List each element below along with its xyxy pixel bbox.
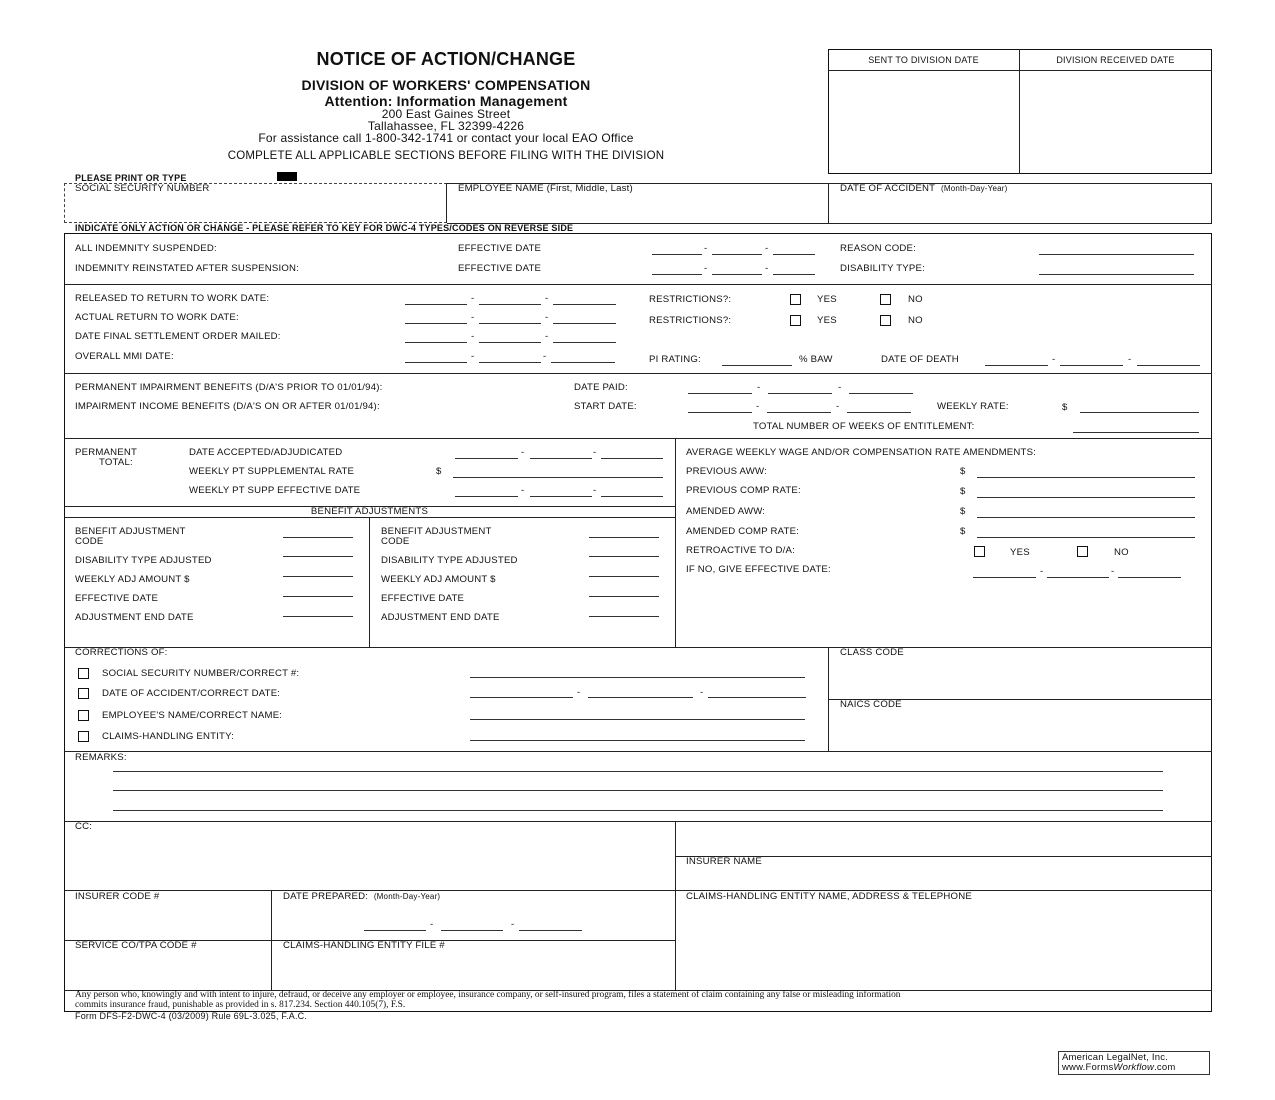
pib-label: PERMANENT IMPAIRMENT BENEFITS (D/A'S PRIOR TO 01/01/94): bbox=[75, 382, 383, 393]
indemnity-suspended-label: ALL INDEMNITY SUSPENDED: bbox=[75, 243, 217, 254]
amended-comp-field[interactable] bbox=[977, 537, 1195, 538]
correct-name-label: EMPLOYEE'S NAME/CORRECT NAME: bbox=[102, 710, 283, 721]
previous-aww-label: PREVIOUS AWW: bbox=[686, 466, 767, 477]
ba1-disability-field[interactable] bbox=[283, 556, 353, 557]
total-weeks-field[interactable] bbox=[1073, 432, 1199, 433]
service-tpa-label: SERVICE CO/TPA CODE # bbox=[75, 940, 197, 951]
previous-comp-label: PREVIOUS COMP RATE: bbox=[686, 485, 801, 496]
ba1-code-field[interactable] bbox=[283, 537, 353, 538]
if-no-effective-date-field[interactable] bbox=[971, 565, 1183, 579]
total-weeks-label: TOTAL NUMBER OF WEEKS OF ENTITLEMENT: bbox=[753, 421, 975, 432]
retroactive-no-label: NO bbox=[1114, 547, 1129, 558]
actual-rtw-date-field[interactable] bbox=[403, 311, 618, 325]
amend-aww-dollar: $ bbox=[960, 506, 966, 517]
street-address: 200 East Gaines Street bbox=[381, 107, 511, 121]
date-of-accident-label: DATE OF ACCIDENT (Month-Day-Year) bbox=[840, 183, 1008, 194]
fraud-statement-1: Any person who, knowingly and with intent to injure, defraud, or deceive any employer or employee, insurance company, or self-insured program, files a statement of claim containing any false or misleading information bbox=[75, 990, 901, 1000]
effective-date-label-1: EFFECTIVE DATE bbox=[458, 243, 542, 254]
assistance-line: For assistance call 1-800-342-1741 or contact your local EAO Office bbox=[258, 131, 634, 145]
ba2-disability-label: DISABILITY TYPE ADJUSTED bbox=[381, 555, 518, 566]
if-no-effective-label: IF NO, GIVE EFFECTIVE DATE: bbox=[686, 564, 831, 575]
restrictions-1-yes-checkbox[interactable] bbox=[790, 294, 801, 305]
insurer-code-field[interactable] bbox=[66, 904, 270, 938]
pt-label-1: PERMANENT bbox=[75, 447, 138, 458]
disability-type-label: DISABILITY TYPE: bbox=[840, 263, 925, 274]
aww-title: AVERAGE WEEKLY WAGE AND/OR COMPENSATION RATE AMENDMENTS: bbox=[686, 447, 1037, 458]
che-file-label: CLAIMS-HANDLING ENTITY FILE # bbox=[283, 940, 445, 951]
amended-aww-field[interactable] bbox=[977, 517, 1195, 518]
released-rtw-date-field[interactable] bbox=[403, 292, 618, 306]
che-file-field[interactable] bbox=[273, 953, 673, 989]
date-of-death-label: DATE OF DEATH bbox=[881, 354, 959, 365]
effective-date-label-2: EFFECTIVE DATE bbox=[458, 263, 542, 274]
remarks-line-3[interactable] bbox=[113, 810, 1163, 811]
correct-doa-field[interactable] bbox=[468, 686, 808, 700]
mmi-date-label: OVERALL MMI DATE: bbox=[75, 351, 174, 362]
date-accepted-field[interactable] bbox=[453, 446, 665, 460]
date-prepared-field[interactable] bbox=[362, 918, 584, 932]
pt-supp-rate-label: WEEKLY PT SUPPLEMENTAL RATE bbox=[189, 466, 355, 477]
weekly-rate-dollar: $ bbox=[1062, 402, 1068, 413]
indemnity-reinstated-label: INDEMNITY REINSTATED AFTER SUSPENSION: bbox=[75, 263, 300, 274]
division-name: DIVISION OF WORKERS' COMPENSATION bbox=[301, 77, 591, 93]
fraud-statement-2: commits insurance fraud, punishable as provided in s. 817.234. Section 440.105(7), F.S. bbox=[75, 1000, 406, 1010]
form-title: NOTICE OF ACTION/CHANGE bbox=[316, 49, 576, 69]
che-name-label: CLAIMS-HANDLING ENTITY NAME, ADDRESS & TELEPHONE bbox=[686, 891, 972, 902]
previous-comp-field[interactable] bbox=[977, 497, 1195, 498]
pi-rating-field[interactable] bbox=[722, 365, 792, 366]
amended-comp-label: AMENDED COMP RATE: bbox=[686, 526, 800, 537]
naics-code-field[interactable] bbox=[830, 712, 1210, 750]
sent-to-division-label: SENT TO DIVISION DATE bbox=[868, 55, 979, 65]
ssn-label: SOCIAL SECURITY NUMBER bbox=[75, 183, 210, 194]
indemnity-suspended-date-field[interactable] bbox=[650, 242, 818, 256]
insurer-name-label: INSURER NAME bbox=[686, 856, 762, 867]
ba1-code-label-1: BENEFIT ADJUSTMENT bbox=[75, 526, 186, 537]
correct-che-field[interactable] bbox=[470, 740, 805, 741]
disability-type-field[interactable] bbox=[1039, 274, 1194, 275]
remarks-line-2[interactable] bbox=[113, 790, 1163, 791]
ba1-end-label: ADJUSTMENT END DATE bbox=[75, 612, 194, 623]
pi-rating-label: PI RATING: bbox=[649, 354, 701, 365]
employee-name-label: EMPLOYEE NAME (First, Middle, Last) bbox=[458, 183, 633, 194]
weekly-rate-field[interactable] bbox=[1080, 412, 1199, 413]
division-received-label: DIVISION RECEIVED DATE bbox=[1056, 55, 1175, 65]
vendor-name: American LegalNet, Inc. bbox=[1062, 1052, 1168, 1063]
ba1-weekly-field[interactable] bbox=[283, 576, 353, 577]
class-code-label: CLASS CODE bbox=[840, 647, 904, 658]
start-date-field[interactable] bbox=[686, 400, 916, 414]
print-instruction: PLEASE PRINT OR TYPE bbox=[75, 173, 187, 183]
form-identifier: Form DFS-F2-DWC-4 (03/2009) Rule 69L-3.025, F.A.C. bbox=[75, 1011, 308, 1021]
main-form-frame bbox=[64, 233, 1212, 1012]
ba2-code-label-1: BENEFIT ADJUSTMENT bbox=[381, 526, 492, 537]
ba2-end-field[interactable] bbox=[589, 616, 659, 617]
correct-doa-checkbox[interactable] bbox=[78, 688, 89, 699]
cc-label: CC: bbox=[75, 821, 93, 832]
remarks-line-1[interactable] bbox=[113, 771, 1163, 772]
weekly-rate-label: WEEKLY RATE: bbox=[937, 401, 1009, 412]
correct-doa-label: DATE OF ACCIDENT/CORRECT DATE: bbox=[102, 688, 281, 699]
ba2-code-label-2: CODE bbox=[381, 536, 410, 547]
benefit-adjustments-title: BENEFIT ADJUSTMENTS bbox=[310, 506, 429, 517]
correct-che-label: CLAIMS-HANDLING ENTITY: bbox=[102, 731, 235, 742]
restrictions-label-2: RESTRICTIONS?: bbox=[649, 315, 732, 326]
ba2-code-field[interactable] bbox=[589, 537, 659, 538]
ba1-effective-label: EFFECTIVE DATE bbox=[75, 593, 159, 604]
settlement-mailed-label: DATE FINAL SETTLEMENT ORDER MAILED: bbox=[75, 331, 281, 342]
cc-field[interactable] bbox=[66, 834, 673, 890]
amended-aww-label: AMENDED AWW: bbox=[686, 506, 766, 517]
ba2-effective-field[interactable] bbox=[589, 596, 659, 597]
insurer-code-label: INSURER CODE # bbox=[75, 891, 160, 902]
retroactive-label: RETROACTIVE TO D/A: bbox=[686, 545, 795, 556]
correct-ssn-field[interactable] bbox=[470, 677, 805, 678]
date-paid-field[interactable] bbox=[686, 381, 916, 395]
division-received-date-field[interactable] bbox=[1021, 72, 1210, 172]
ba2-weekly-field[interactable] bbox=[589, 576, 659, 577]
naics-code-label: NAICS CODE bbox=[840, 699, 902, 710]
service-tpa-field[interactable] bbox=[66, 953, 270, 989]
black-marker bbox=[277, 172, 297, 181]
reason-code-label: REASON CODE: bbox=[840, 243, 916, 254]
correct-che-checkbox[interactable] bbox=[78, 731, 89, 742]
restrictions-1-no-label: NO bbox=[908, 294, 923, 305]
sent-to-division-date-field[interactable] bbox=[830, 72, 1018, 172]
date-of-accident-field[interactable] bbox=[830, 196, 1210, 222]
indicate-instruction: INDICATE ONLY ACTION OR CHANGE - PLEASE REFER TO KEY FOR DWC-4 TYPES/CODES ON REVERSE SIDE bbox=[75, 223, 574, 233]
indemnity-reinstated-date-field[interactable] bbox=[650, 262, 818, 276]
prev-aww-dollar: $ bbox=[960, 466, 966, 477]
previous-aww-field[interactable] bbox=[977, 477, 1195, 478]
ba2-weekly-label: WEEKLY ADJ AMOUNT $ bbox=[381, 574, 496, 585]
restrictions-2-yes-label: YES bbox=[817, 315, 837, 326]
iib-label: IMPAIRMENT INCOME BENEFITS (D/A'S ON OR AFTER 01/01/94): bbox=[75, 401, 380, 412]
pt-supp-rate-field[interactable] bbox=[453, 477, 663, 478]
restrictions-2-yes-checkbox[interactable] bbox=[790, 315, 801, 326]
insurer-name-field[interactable] bbox=[677, 823, 1210, 855]
date-prepared-label: DATE PREPARED: (Month-Day-Year) bbox=[283, 891, 441, 902]
corrections-title: CORRECTIONS OF: bbox=[75, 647, 168, 658]
city-address: Tallahassee, FL 32399-4226 bbox=[367, 119, 525, 133]
restrictions-2-no-checkbox[interactable] bbox=[880, 315, 891, 326]
settlement-mailed-date-field[interactable] bbox=[403, 330, 618, 344]
restrictions-2-no-label: NO bbox=[908, 315, 923, 326]
reason-code-field[interactable] bbox=[1039, 254, 1194, 255]
retroactive-yes-checkbox[interactable] bbox=[974, 546, 985, 557]
correct-name-field[interactable] bbox=[470, 719, 805, 720]
pt-supp-eff-label: WEEKLY PT SUPP EFFECTIVE DATE bbox=[189, 485, 361, 496]
retroactive-yes-label: YES bbox=[1010, 547, 1030, 558]
ba1-end-field[interactable] bbox=[283, 616, 353, 617]
pt-label-2: TOTAL: bbox=[99, 457, 133, 468]
ba1-weekly-label: WEEKLY ADJ AMOUNT $ bbox=[75, 574, 190, 585]
pt-supp-rate-dollar: $ bbox=[436, 466, 442, 477]
ba1-code-label-2: CODE bbox=[75, 536, 104, 547]
ba1-effective-field[interactable] bbox=[283, 596, 353, 597]
che-name-field[interactable] bbox=[677, 904, 1210, 989]
pt-supp-eff-date-field[interactable] bbox=[453, 484, 665, 498]
ba2-disability-field[interactable] bbox=[589, 556, 659, 557]
ba2-effective-label: EFFECTIVE DATE bbox=[381, 593, 465, 604]
employee-name-field[interactable] bbox=[448, 196, 826, 222]
ba2-end-label: ADJUSTMENT END DATE bbox=[381, 612, 500, 623]
correct-ssn-checkbox[interactable] bbox=[78, 668, 89, 679]
date-paid-label: DATE PAID: bbox=[574, 382, 628, 393]
correct-ssn-label: SOCIAL SECURITY NUMBER/CORRECT #: bbox=[102, 668, 300, 679]
retroactive-no-checkbox[interactable] bbox=[1077, 546, 1088, 557]
date-of-death-field[interactable] bbox=[983, 353, 1202, 367]
restrictions-1-no-checkbox[interactable] bbox=[880, 294, 891, 305]
restrictions-1-yes-label: YES bbox=[817, 294, 837, 305]
correct-name-checkbox[interactable] bbox=[78, 710, 89, 721]
vendor-url: www.FormsWorkflow.com bbox=[1062, 1062, 1176, 1073]
date-accepted-label: DATE ACCEPTED/ADJUDICATED bbox=[189, 447, 343, 458]
ba1-disability-label: DISABILITY TYPE ADJUSTED bbox=[75, 555, 212, 566]
amend-comp-dollar: $ bbox=[960, 526, 966, 537]
start-date-label: START DATE: bbox=[574, 401, 637, 412]
complete-instruction: COMPLETE ALL APPLICABLE SECTIONS BEFORE FILING WITH THE DIVISION bbox=[227, 150, 665, 162]
class-code-field[interactable] bbox=[830, 660, 1210, 698]
prev-comp-dollar: $ bbox=[960, 486, 966, 497]
released-rtw-label: RELEASED TO RETURN TO WORK DATE: bbox=[75, 293, 270, 304]
actual-rtw-label: ACTUAL RETURN TO WORK DATE: bbox=[75, 312, 239, 323]
mmi-date-field[interactable] bbox=[403, 350, 618, 364]
baw-label: % BAW bbox=[799, 354, 833, 365]
attention-line: Attention: Information Management bbox=[324, 93, 568, 109]
remarks-label: REMARKS: bbox=[75, 752, 127, 763]
restrictions-label-1: RESTRICTIONS?: bbox=[649, 294, 732, 305]
